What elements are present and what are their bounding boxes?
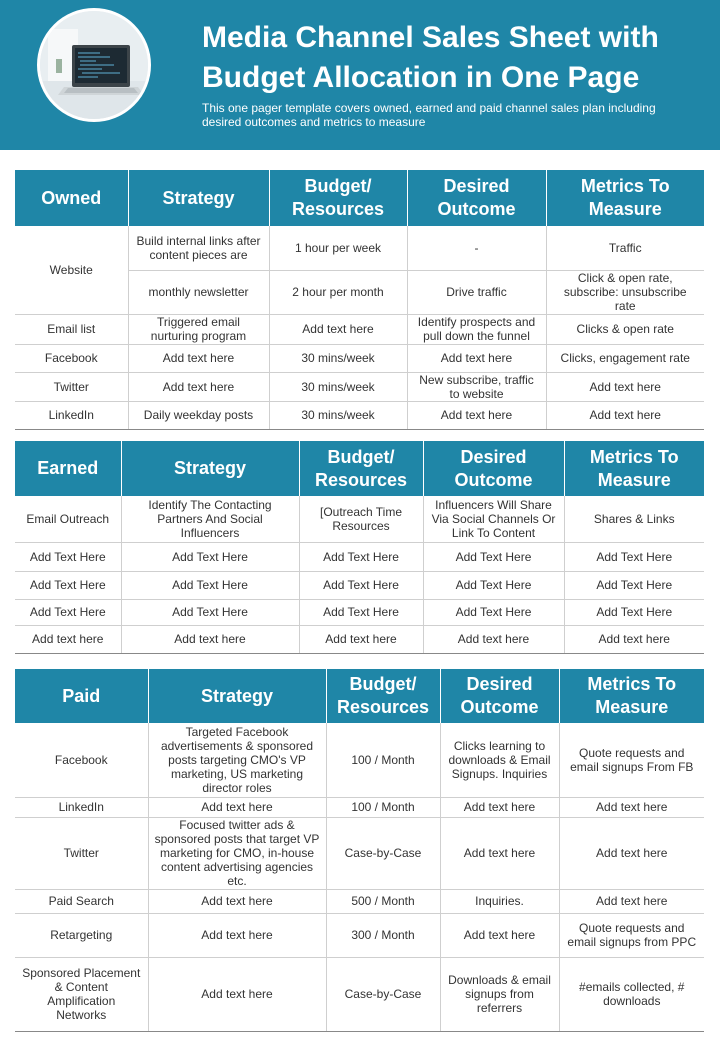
owned-header-budget: Budget/ Resources bbox=[269, 170, 407, 226]
outcome-cell: Identify prospects and pull down the funnel bbox=[407, 314, 546, 344]
outcome-cell: Inquiries. bbox=[440, 889, 559, 913]
table-row bbox=[15, 496, 704, 542]
strategy-cell: Identify The Contacting Partners And Social Influencers bbox=[121, 496, 299, 542]
outcome-cell: Add text here bbox=[440, 817, 559, 889]
budget-cell: [Outreach Time Resources bbox=[299, 496, 423, 542]
outcome-cell: Add text here bbox=[440, 913, 559, 957]
table-row bbox=[15, 372, 704, 401]
page-subtitle: This one pager template covers owned, earned and paid channel sales plan including desired outcomes and metrics to measure bbox=[202, 101, 656, 129]
budget-cell: Add text here bbox=[269, 314, 407, 344]
metrics-cell: Traffic bbox=[546, 226, 704, 270]
outcome-cell: Add Text Here bbox=[423, 542, 564, 571]
earned-header-metrics: Metrics To Measure bbox=[564, 441, 704, 496]
budget-cell: 30 mins/week bbox=[269, 372, 407, 401]
earned-table bbox=[15, 441, 704, 654]
paid-table bbox=[15, 669, 704, 1032]
strategy-cell: Add text here bbox=[148, 797, 326, 817]
metrics-cell: Add text here bbox=[559, 817, 704, 889]
budget-cell: 300 / Month bbox=[326, 913, 440, 957]
outcome-cell: Drive traffic bbox=[407, 270, 546, 314]
metrics-cell: Add text here bbox=[564, 625, 704, 653]
outcome-cell: - bbox=[407, 226, 546, 270]
budget-cell: 2 hour per month bbox=[269, 270, 407, 314]
paid-header-strategy: Strategy bbox=[148, 669, 326, 723]
strategy-cell: Add text here bbox=[148, 913, 326, 957]
paid-header-metrics: Metrics To Measure bbox=[559, 669, 704, 723]
budget-cell: 500 / Month bbox=[326, 889, 440, 913]
budget-cell: Add Text Here bbox=[299, 571, 423, 599]
owned-header-strategy: Strategy bbox=[128, 170, 269, 226]
owned-header-channel: Owned bbox=[15, 170, 128, 226]
channel-cell: Sponsored Placement & Content Amplification Networks bbox=[15, 957, 148, 1031]
outcome-cell: Add text here bbox=[423, 625, 564, 653]
strategy-cell: monthly newsletter bbox=[128, 270, 269, 314]
table-row bbox=[15, 599, 704, 625]
strategy-cell: Triggered email nurturing program bbox=[128, 314, 269, 344]
table-row bbox=[15, 571, 704, 599]
channel-cell: LinkedIn bbox=[15, 797, 148, 817]
owned-header-metrics: Metrics To Measure bbox=[546, 170, 704, 226]
channel-cell: Add Text Here bbox=[15, 571, 121, 599]
strategy-cell: Add Text Here bbox=[121, 542, 299, 571]
table-row bbox=[15, 542, 704, 571]
strategy-cell: Add text here bbox=[128, 344, 269, 372]
metrics-cell: Add text here bbox=[546, 401, 704, 429]
table-row bbox=[15, 226, 704, 270]
outcome-cell: Add Text Here bbox=[423, 571, 564, 599]
channel-cell: Add Text Here bbox=[15, 542, 121, 571]
table-row bbox=[15, 314, 704, 344]
channel-cell: Email list bbox=[15, 314, 128, 344]
metrics-cell: Click & open rate, subscribe: unsubscribe rate bbox=[546, 270, 704, 314]
owned-table bbox=[15, 170, 704, 430]
channel-cell: Add text here bbox=[15, 625, 121, 653]
table-row bbox=[15, 723, 704, 797]
strategy-cell: Add text here bbox=[121, 625, 299, 653]
metrics-cell: Shares & Links bbox=[564, 496, 704, 542]
earned-header-strategy: Strategy bbox=[121, 441, 299, 496]
table-row bbox=[15, 913, 704, 957]
channel-cell: Website bbox=[15, 226, 128, 314]
budget-cell: Case-by-Case bbox=[326, 957, 440, 1031]
paid-header-outcome: Desired Outcome bbox=[440, 669, 559, 723]
owned-header-outcome: Desired Outcome bbox=[407, 170, 546, 226]
metrics-cell: Add Text Here bbox=[564, 542, 704, 571]
table-row bbox=[15, 889, 704, 913]
header-banner bbox=[0, 0, 720, 150]
strategy-cell: Targeted Facebook advertisements & sponsored posts targeting CMO's VP marketing, US marketing director roles bbox=[148, 723, 326, 797]
budget-cell: 100 / Month bbox=[326, 723, 440, 797]
outcome-cell: New subscribe, traffic to website bbox=[407, 372, 546, 401]
paid-header-budget: Budget/ Resources bbox=[326, 669, 440, 723]
strategy-cell: Build internal links after content pieces are bbox=[128, 226, 269, 270]
budget-cell: 30 mins/week bbox=[269, 401, 407, 429]
table-row bbox=[15, 817, 704, 889]
budget-cell: Case-by-Case bbox=[326, 817, 440, 889]
outcome-cell: Downloads & email signups from referrers bbox=[440, 957, 559, 1031]
strategy-cell: Add text here bbox=[148, 957, 326, 1031]
strategy-cell: Add Text Here bbox=[121, 571, 299, 599]
strategy-cell: Focused twitter ads & sponsored posts that target VP marketing for CMO, in-house content advertising agencies etc. bbox=[148, 817, 326, 889]
earned-header-channel: Earned bbox=[15, 441, 121, 496]
channel-cell: Add Text Here bbox=[15, 599, 121, 625]
paid-header-channel: Paid bbox=[15, 669, 148, 723]
table-row bbox=[15, 625, 704, 653]
table-row bbox=[15, 344, 704, 372]
channel-cell: LinkedIn bbox=[15, 401, 128, 429]
metrics-cell: Quote requests and email signups from PPC bbox=[559, 913, 704, 957]
channel-cell: Twitter bbox=[15, 817, 148, 889]
channel-cell: Twitter bbox=[15, 372, 128, 401]
metrics-cell: Quote requests and email signups From FB bbox=[559, 723, 704, 797]
budget-cell: Add Text Here bbox=[299, 542, 423, 571]
strategy-cell: Add text here bbox=[128, 372, 269, 401]
outcome-cell: Influencers Will Share Via Social Channels Or Link To Content bbox=[423, 496, 564, 542]
laptop-photo bbox=[37, 8, 151, 122]
channel-cell: Retargeting bbox=[15, 913, 148, 957]
metrics-cell: Clicks, engagement rate bbox=[546, 344, 704, 372]
table-row bbox=[15, 797, 704, 817]
outcome-cell: Add text here bbox=[407, 344, 546, 372]
table-row bbox=[15, 401, 704, 429]
channel-cell: Paid Search bbox=[15, 889, 148, 913]
strategy-cell: Daily weekday posts bbox=[128, 401, 269, 429]
strategy-cell: Add Text Here bbox=[121, 599, 299, 625]
earned-header-outcome: Desired Outcome bbox=[423, 441, 564, 496]
budget-cell: Add Text Here bbox=[299, 599, 423, 625]
budget-cell: Add text here bbox=[299, 625, 423, 653]
outcome-cell: Clicks learning to downloads & Email Signups. Inquiries bbox=[440, 723, 559, 797]
strategy-cell: Add text here bbox=[148, 889, 326, 913]
channel-cell: Facebook bbox=[15, 344, 128, 372]
budget-cell: 100 / Month bbox=[326, 797, 440, 817]
outcome-cell: Add text here bbox=[407, 401, 546, 429]
metrics-cell: Add Text Here bbox=[564, 599, 704, 625]
channel-cell: Facebook bbox=[15, 723, 148, 797]
metrics-cell: Add text here bbox=[546, 372, 704, 401]
table-row bbox=[15, 957, 704, 1031]
budget-cell: 30 mins/week bbox=[269, 344, 407, 372]
budget-cell: 1 hour per week bbox=[269, 226, 407, 270]
metrics-cell: Add text here bbox=[559, 797, 704, 817]
outcome-cell: Add text here bbox=[440, 797, 559, 817]
metrics-cell: #emails collected, # downloads bbox=[559, 957, 704, 1031]
metrics-cell: Clicks & open rate bbox=[546, 314, 704, 344]
channel-cell: Email Outreach bbox=[15, 496, 121, 542]
metrics-cell: Add Text Here bbox=[564, 571, 704, 599]
outcome-cell: Add Text Here bbox=[423, 599, 564, 625]
earned-header-budget: Budget/ Resources bbox=[299, 441, 423, 496]
page-title: Media Channel Sales Sheet with Budget Allocation in One Page bbox=[202, 21, 659, 94]
metrics-cell: Add text here bbox=[559, 889, 704, 913]
